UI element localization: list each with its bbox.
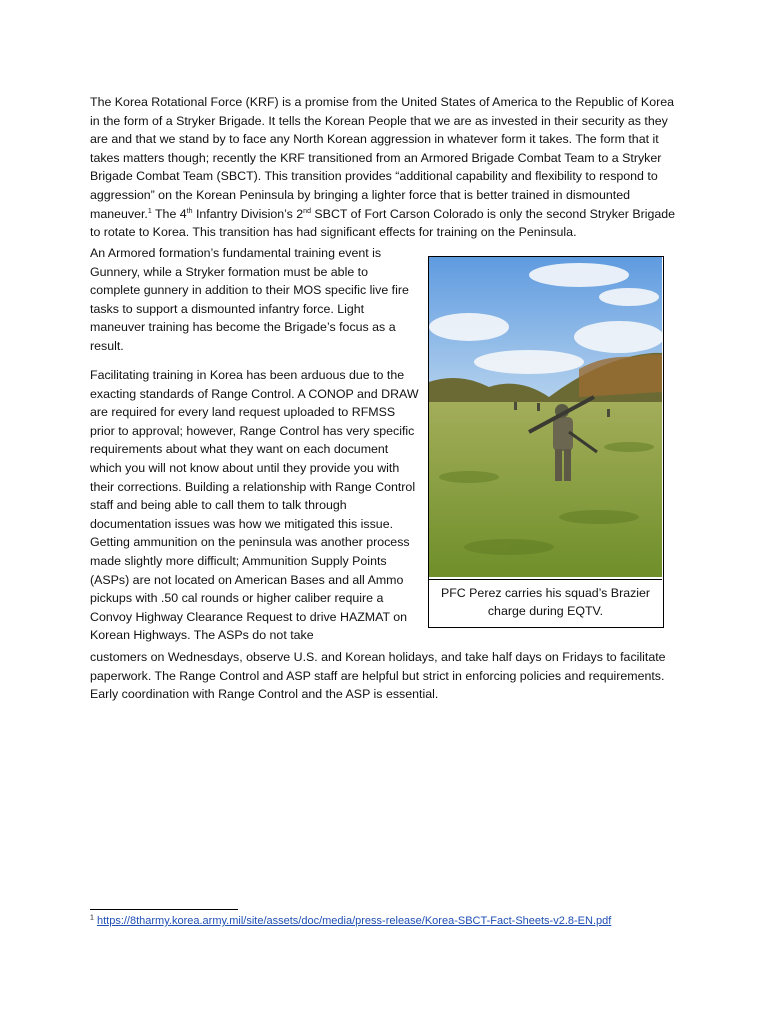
photo-figure: [428, 256, 664, 628]
ordinal-nd: nd: [303, 207, 311, 215]
footnote-link[interactable]: https://8tharmy.korea.army.mil/site/assets/doc/media/press-release/Korea-SBCT-Fact-Sheets-v2.8-EN.pdf: [96, 915, 612, 927]
paragraph-1-text-d: SBCT of Fort Carson Colorado is only the second Stryker Brigade to rotate to Korea. This transition has had significant effects for training on the Peninsula.: [90, 206, 676, 240]
paragraph-3-text: Facilitating training in Korea has been arduous due to the exacting standards of Range Control. A CONOP and DRAW are required for every land request uploaded to RFMSS prior to approval; however, Range Control has very specific requirements about what they want on each document which you will not know about until they provide you with their corrections. Building a relationship with Range Control staff and being able to call them to talk through documentation issues was how we mitigated this issue. Getting ammunition on the peninsula was another process made slightly more difficult; Ammunition Supply Points (ASPs) are not located on American Bases and all Ammo pickups with .50 cal rounds or higher caliber require a Convoy Highway Clearance Request to drive HAZMAT on Korean Highways. The ASPs do not take: [90, 368, 419, 643]
paragraph-range-control: [90, 366, 420, 645]
footnote-ref-1[interactable]: 1: [147, 207, 152, 215]
paragraph-3-tail-text: customers on Wednesdays, observe U.S. and Korean holidays, and take half days on Fridays to facilitate paperwork. The Range Control and ASP staff are helpful but strict in enforcing policies and requirements. Early coordination with Range Control and the ASP is essential.: [90, 650, 666, 702]
footnote-divider: [90, 909, 238, 910]
paragraph-krf-intro: [90, 93, 682, 242]
paragraph-range-control-continued: [90, 648, 682, 704]
paragraph-2-text: An Armored formation’s fundamental training event is Gunnery, while a Stryker formation must be able to complete gunnery in addition to their MOS specific live fire tasks to support a dismounted infantry force. Light maneuver training has become the Brigade’s focus as a result.: [90, 246, 409, 353]
ordinal-th: th: [186, 207, 193, 215]
soldier-field-photo: [429, 257, 662, 577]
caption-line-2: charge during EQTV.: [487, 604, 604, 618]
photo-caption: [429, 579, 662, 625]
footnote: [90, 914, 611, 928]
paragraph-1-text-b: The 4: [151, 206, 187, 221]
paragraph-1-text: The Korea Rotational Force (KRF) is a promise from the United States of America to the Republic of Korea in the form of a Stryker Brigade. It tells the Korean People that we are as invested in their security as they are and that we stand by to face any North Korean aggression in whatever form it takes. The form that it takes matters though; recently the KRF transitioned from an Armored Brigade Combat Team to a Stryker Brigade Combat Team (SBCT). This transition provides “additional capability and flexibility to respond to aggression” on the Korean Peninsula by bringing a lighter force that is better trained in dismounted maneuver.: [90, 95, 674, 221]
footnote-marker: 1: [90, 914, 94, 922]
paragraph-gunnery: [90, 244, 420, 356]
caption-line-1: PFC Perez carries his squad’s Brazier: [440, 586, 651, 600]
paragraph-1-text-c: Infantry Division’s 2: [192, 206, 304, 221]
